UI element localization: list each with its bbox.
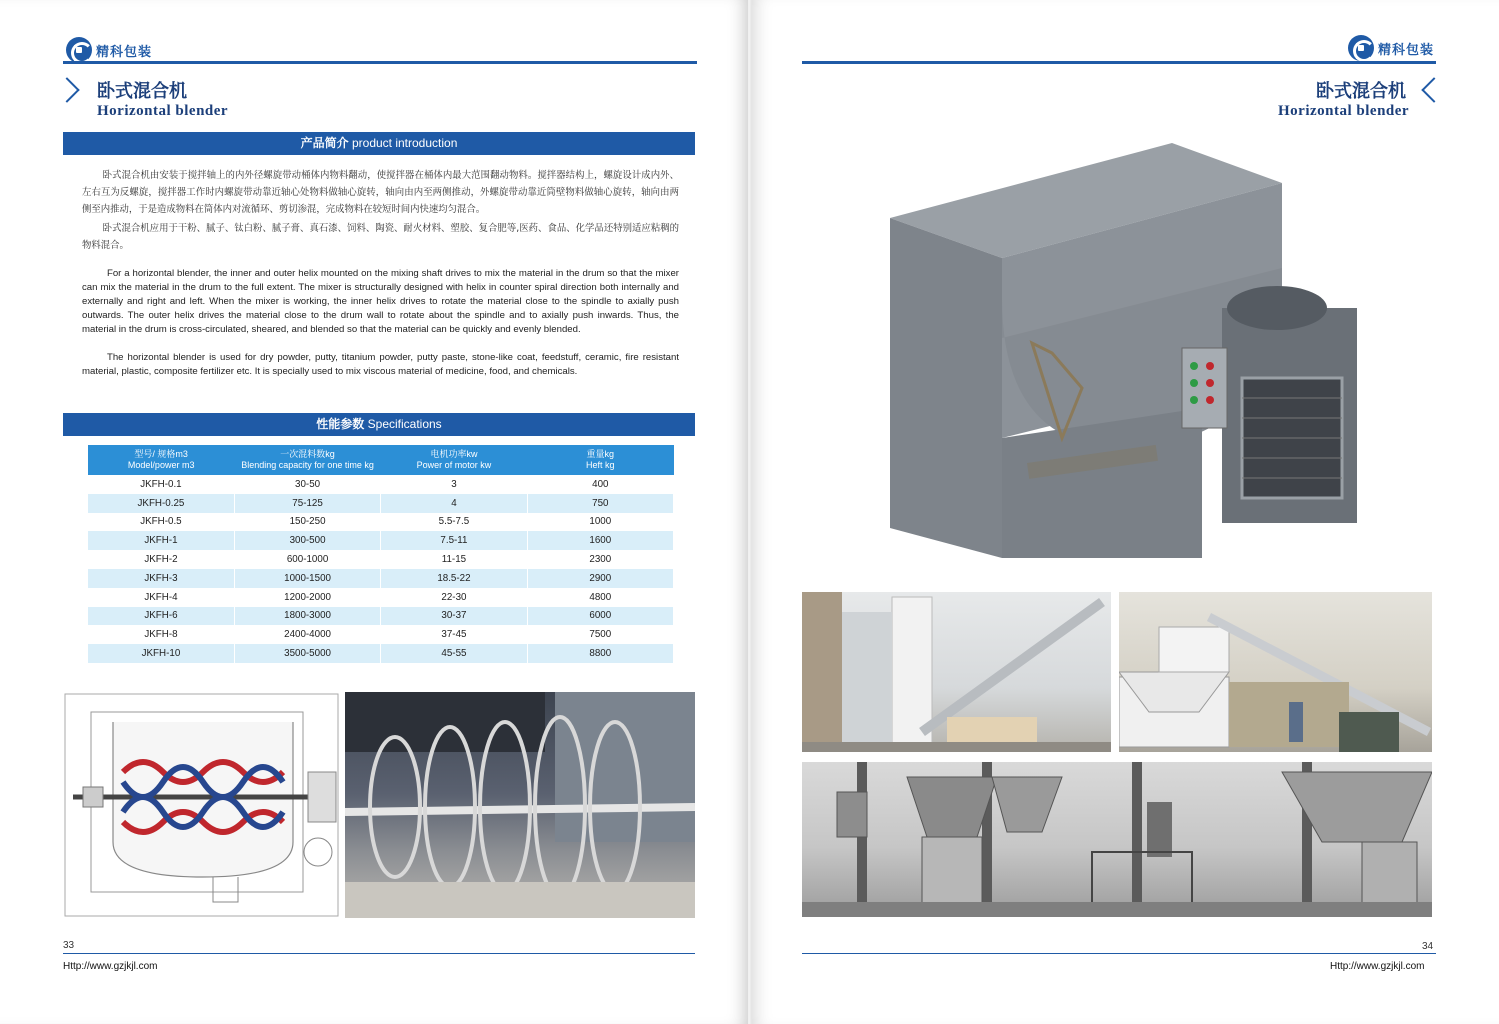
intro-bar-en: product introduction [348, 136, 458, 150]
intro-cn-paragraph-1: 卧式混合机由安装于搅拌轴上的内外径螺旋带动桶体内物料翻动，使搅拌器在桶体内最大范围翻动物料。搅拌器结构上，螺旋设计成内外、左右互为反螺旋，搅拌器工作时内螺旋带动靠近轴心处物料做轴心旋转，轴向由内至两侧推动，外螺旋带动靠近筒壁物料做轴心旋转，轴向由两侧至内推动，于是造成物料在筒体内对流循环、剪切渗混，完成物料在较短时间内快速均匀混合。 [82, 170, 679, 215]
table-cell: 18.5-22 [381, 569, 527, 588]
col-header-power-en: Power of motor kw [416, 460, 492, 470]
table-row [88, 550, 674, 569]
col-header-model [88, 445, 234, 475]
table-row [88, 494, 674, 513]
table-cell: 45-55 [381, 644, 527, 663]
table-cell: JKFH-0.25 [88, 494, 234, 513]
intro-cn-paragraph-2: 卧式混合机应用于干粉、腻子、钛白粉、腻子膏、真石漆、饲料、陶瓷、耐火材料、塑胶、复合肥等,医药、食品、化学品还特别适应粘稠的物料混合。 [82, 223, 679, 251]
table-cell: 1000 [527, 513, 673, 532]
table-cell: 6000 [527, 607, 673, 626]
table-cell: 5.5-7.5 [381, 513, 527, 532]
horizontal-blender-photo [882, 138, 1372, 563]
col-header-weight-cn: 重量kg [586, 449, 615, 459]
col-header-model-en: Model/power m3 [127, 460, 195, 470]
col-header-capacity-cn: 一次混料数kg [280, 449, 335, 459]
table-cell: 11-15 [381, 550, 527, 569]
table-cell: 2300 [527, 550, 673, 569]
right-page [752, 0, 1499, 1024]
intro-en-paragraph-1: For a horizontal blender, the inner and outer helix mounted on the mixing shaft drives to mix the material in the drum so that the mixer can mix the material in the drum to the full extent. The mixer is structurally designed with helix in counter spiral direction both internally and externally and right and left. When the mixer is working, the inner helix drives to rotate the material close to the spindle to axially push outwards. The outer helix drives the material close to the drum wall to rotate about the spindle and to axially push inwards. Thus, the material in the drum is cross-circulated, sheared, and blended so that the material can be quickly and evenly blended. [82, 268, 679, 335]
steel-helix-photo [345, 692, 695, 918]
table-row [88, 625, 674, 644]
table-cell: 2900 [527, 569, 673, 588]
page-number-left: 33 [63, 940, 75, 951]
brand-logo-right [1348, 35, 1434, 61]
col-header-capacity-en: Blending capacity for one time kg [241, 460, 374, 470]
col-header-weight [527, 445, 673, 475]
factory-photo-2 [1119, 592, 1432, 752]
table-cell: 300-500 [234, 531, 380, 550]
table-cell: 750 [527, 494, 673, 513]
table-cell: 7.5-11 [381, 531, 527, 550]
page-title-cn-right: 卧式混合机 [1316, 81, 1406, 102]
page-title-en-right: Horizontal blender [1278, 103, 1410, 119]
table-cell: 1600 [527, 531, 673, 550]
col-header-capacity [234, 445, 380, 475]
table-cell: JKFH-0.5 [88, 513, 234, 532]
table-cell: 600-1000 [234, 550, 380, 569]
spec-table [88, 445, 674, 663]
table-cell: JKFH-2 [88, 550, 234, 569]
logo-icon-right [1348, 35, 1374, 61]
col-header-model-cn: 型号/ 规格m3 [134, 449, 188, 459]
table-row [88, 475, 674, 494]
spec-table-header-row [88, 445, 674, 475]
table-cell: 3 [381, 475, 527, 494]
chevron-left-icon [1421, 77, 1446, 102]
table-cell: 3500-5000 [234, 644, 380, 663]
table-cell: 8800 [527, 644, 673, 663]
page-title-en: Horizontal blender [97, 103, 229, 119]
table-cell: JKFH-1 [88, 531, 234, 550]
table-cell: 2400-4000 [234, 625, 380, 644]
table-cell: 30-37 [381, 607, 527, 626]
brand-logo [66, 37, 152, 63]
page-number-right: 34 [1422, 941, 1434, 952]
intro-bar-cn: 产品简介 [300, 136, 349, 150]
table-row [88, 513, 674, 532]
logo-text-right: 精科包装 [1378, 42, 1435, 58]
table-row [88, 588, 674, 607]
logo-text: 精科包装 [96, 44, 153, 60]
spec-section-bar [63, 413, 695, 436]
chevron-right-icon [54, 77, 79, 102]
left-page [0, 0, 748, 1024]
table-cell: 22-30 [381, 588, 527, 607]
table-cell: 1800-3000 [234, 607, 380, 626]
table-row [88, 531, 674, 550]
col-header-weight-en: Heft kg [586, 460, 615, 470]
table-row [88, 569, 674, 588]
table-cell: 4800 [527, 588, 673, 607]
footer-rule-right [802, 953, 1436, 954]
table-cell: 400 [527, 475, 673, 494]
table-cell: 1200-2000 [234, 588, 380, 607]
table-cell: 37-45 [381, 625, 527, 644]
table-cell: JKFH-3 [88, 569, 234, 588]
header-rule-right [802, 61, 1436, 64]
logo-icon [66, 37, 92, 63]
table-cell: 7500 [527, 625, 673, 644]
table-cell: JKFH-4 [88, 588, 234, 607]
header-rule [63, 61, 697, 64]
col-header-power [381, 445, 527, 475]
factory-photo-3 [802, 762, 1432, 917]
table-row [88, 644, 674, 663]
footer-url-left[interactable]: Http://www.gzjkjl.com [63, 961, 158, 972]
footer-url-right[interactable]: Http://www.gzjkjl.com [1330, 961, 1425, 972]
table-row [88, 607, 674, 626]
table-cell: 4 [381, 494, 527, 513]
table-cell: 30-50 [234, 475, 380, 494]
intro-section-bar [63, 132, 695, 155]
table-cell: 1000-1500 [234, 569, 380, 588]
col-header-power-cn: 电机功率kw [430, 449, 478, 459]
spec-bar-en: Specifications [364, 417, 442, 431]
table-cell: JKFH-10 [88, 644, 234, 663]
spec-bar-cn: 性能参数 [316, 417, 365, 431]
helix-diagram-image [63, 692, 340, 918]
table-cell: JKFH-8 [88, 625, 234, 644]
table-cell: 75-125 [234, 494, 380, 513]
table-cell: JKFH-6 [88, 607, 234, 626]
intro-en-paragraph-2: The horizontal blender is used for dry powder, putty, titanium powder, putty paste, stone-like coat, feedstuff, ceramic, fire resistant material, plastic, composite fertilizer etc. It is specially used to mix viscous material of medicine, food, and chemicals. [82, 352, 679, 377]
footer-rule-left [63, 953, 695, 954]
factory-photo-1 [802, 592, 1111, 752]
table-cell: 150-250 [234, 513, 380, 532]
table-cell: JKFH-0.1 [88, 475, 234, 494]
page-title-cn: 卧式混合机 [97, 81, 187, 102]
